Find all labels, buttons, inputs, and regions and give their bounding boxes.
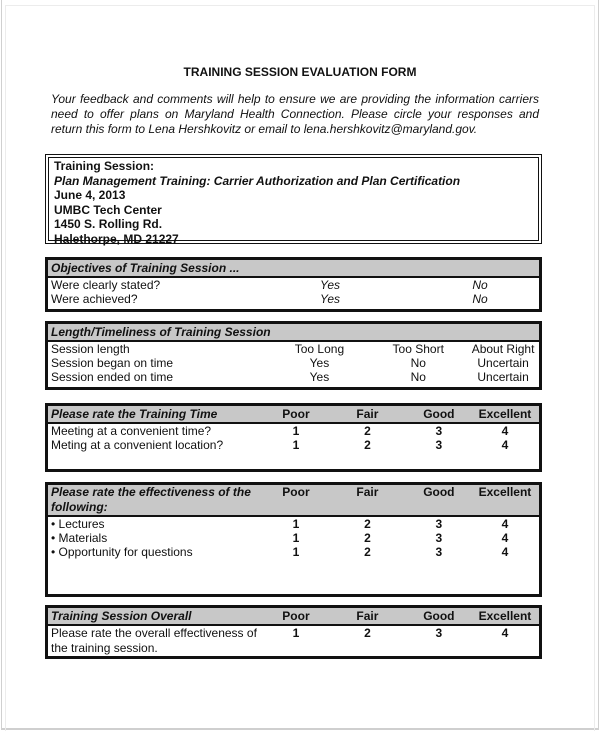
header-line-1: Please rate the effectiveness of the bbox=[51, 485, 251, 499]
rating-4[interactable]: 4 bbox=[501, 517, 509, 531]
rating-2[interactable]: 2 bbox=[364, 438, 371, 452]
option-b[interactable]: Too Short bbox=[392, 342, 444, 356]
objectives-header bbox=[48, 260, 539, 278]
objectives-header-label: Objectives of Training Session ... bbox=[51, 261, 240, 275]
row-label: • Materials bbox=[51, 531, 108, 545]
col-excellent: Excellent bbox=[478, 485, 532, 499]
session-label: Training Session: bbox=[54, 159, 155, 173]
option-b[interactable]: No bbox=[410, 370, 426, 384]
overall-header-label: Training Session Overall bbox=[51, 609, 192, 623]
table-row bbox=[48, 424, 539, 438]
col-poor: Poor bbox=[282, 485, 310, 499]
option-no[interactable]: No bbox=[472, 278, 488, 292]
rating-1[interactable]: 1 bbox=[292, 438, 300, 452]
table-row bbox=[48, 517, 539, 531]
col-fair: Fair bbox=[356, 485, 379, 499]
option-no[interactable]: No bbox=[472, 292, 488, 306]
row-label: Were clearly stated? bbox=[51, 278, 161, 292]
training-time-header bbox=[48, 406, 539, 424]
rating-2[interactable]: 2 bbox=[364, 545, 371, 559]
rating-3[interactable]: 3 bbox=[435, 517, 443, 531]
rating-3[interactable]: 3 bbox=[435, 438, 443, 452]
session-date: June 4, 2013 bbox=[54, 188, 126, 202]
rating-2[interactable]: 2 bbox=[364, 517, 371, 531]
rating-4[interactable]: 4 bbox=[501, 531, 509, 545]
rating-4[interactable]: 4 bbox=[501, 626, 509, 640]
training-time-header-label: Please rate the Training Time bbox=[51, 407, 218, 421]
row-label: Session ended on time bbox=[51, 370, 174, 384]
col-excellent: Excellent bbox=[478, 609, 532, 623]
length-table bbox=[45, 321, 542, 390]
col-good: Good bbox=[423, 407, 455, 421]
row-label bbox=[48, 626, 264, 656]
objectives-table bbox=[45, 257, 542, 312]
row-label: Were achieved? bbox=[51, 292, 138, 306]
length-header bbox=[48, 324, 539, 342]
session-city: Halethorpe, MD 21227 bbox=[54, 231, 179, 246]
rating-1[interactable]: 1 bbox=[292, 517, 300, 531]
session-street: 1450 S. Rolling Rd. bbox=[54, 217, 163, 231]
col-good: Good bbox=[423, 609, 455, 623]
table-row bbox=[48, 626, 539, 656]
table-row bbox=[48, 438, 539, 452]
effectiveness-table bbox=[45, 482, 542, 597]
option-a[interactable]: Yes bbox=[309, 356, 330, 370]
col-fair: Fair bbox=[356, 609, 379, 623]
table-row bbox=[48, 278, 539, 292]
row-label: Meting at a convenient location? bbox=[51, 438, 224, 452]
rating-1[interactable]: 1 bbox=[292, 531, 300, 545]
length-header-label: Length/Timeliness of Training Session bbox=[51, 325, 271, 339]
table-row bbox=[48, 342, 539, 356]
rating-2[interactable]: 2 bbox=[364, 531, 371, 545]
effectiveness-header bbox=[48, 485, 539, 517]
rating-3[interactable]: 3 bbox=[435, 626, 443, 640]
table-row bbox=[48, 545, 539, 559]
option-b[interactable]: No bbox=[410, 356, 426, 370]
col-excellent: Excellent bbox=[478, 407, 532, 421]
option-yes[interactable]: Yes bbox=[319, 292, 340, 306]
rating-1[interactable]: 1 bbox=[292, 545, 300, 559]
rating-4[interactable]: 4 bbox=[501, 424, 509, 438]
rating-3[interactable]: 3 bbox=[435, 424, 443, 438]
col-poor: Poor bbox=[282, 407, 310, 421]
option-yes[interactable]: Yes bbox=[319, 278, 340, 292]
row-label-line-1: Please rate the overall effectiveness of bbox=[51, 626, 257, 640]
form-title: TRAINING SESSION EVALUATION FORM bbox=[183, 65, 417, 79]
table-row bbox=[48, 370, 539, 384]
overall-header bbox=[48, 608, 539, 626]
rating-1[interactable]: 1 bbox=[292, 626, 300, 640]
session-name: Plan Management Training: Carrier Authorization and Plan Certification bbox=[54, 173, 461, 188]
rating-4[interactable]: 4 bbox=[501, 438, 509, 452]
option-a[interactable]: Yes bbox=[309, 370, 330, 384]
row-label: Meeting at a convenient time? bbox=[51, 424, 212, 438]
rating-4[interactable]: 4 bbox=[501, 545, 509, 559]
option-c[interactable]: About Right bbox=[471, 342, 535, 356]
row-label: • Opportunity for questions bbox=[51, 545, 193, 559]
row-label-line-2: the training session. bbox=[51, 641, 158, 655]
row-label: Session began on time bbox=[51, 356, 174, 370]
col-good: Good bbox=[423, 485, 455, 499]
rating-2[interactable]: 2 bbox=[364, 626, 371, 640]
col-fair: Fair bbox=[356, 407, 379, 421]
table-row bbox=[48, 531, 539, 545]
table-row bbox=[48, 356, 539, 370]
session-venue: UMBC Tech Center bbox=[54, 202, 162, 217]
effectiveness-header-label bbox=[48, 485, 264, 515]
table-row bbox=[48, 292, 539, 306]
rating-3[interactable]: 3 bbox=[435, 545, 443, 559]
option-c[interactable]: Uncertain bbox=[477, 356, 529, 370]
session-info-box bbox=[45, 154, 542, 244]
rating-1[interactable]: 1 bbox=[292, 424, 300, 438]
col-poor: Poor bbox=[282, 609, 310, 623]
row-label: • Lectures bbox=[51, 517, 105, 531]
rating-2[interactable]: 2 bbox=[364, 424, 371, 438]
option-c[interactable]: Uncertain bbox=[477, 370, 529, 384]
option-a[interactable]: Too Long bbox=[294, 342, 345, 356]
rating-3[interactable]: 3 bbox=[435, 531, 443, 545]
overall-table bbox=[45, 605, 542, 659]
training-time-table bbox=[45, 403, 542, 472]
row-label: Session length bbox=[51, 342, 130, 356]
header-line-2: following: bbox=[51, 500, 108, 514]
intro-paragraph: Your feedback and comments will help to ensure we are providing the information carriers need to offer plans on Maryland Health Connection. Please circle your responses and return this form to Lena Hershkovitz or email to lena.hershkovitz@maryland.gov. bbox=[51, 92, 539, 136]
